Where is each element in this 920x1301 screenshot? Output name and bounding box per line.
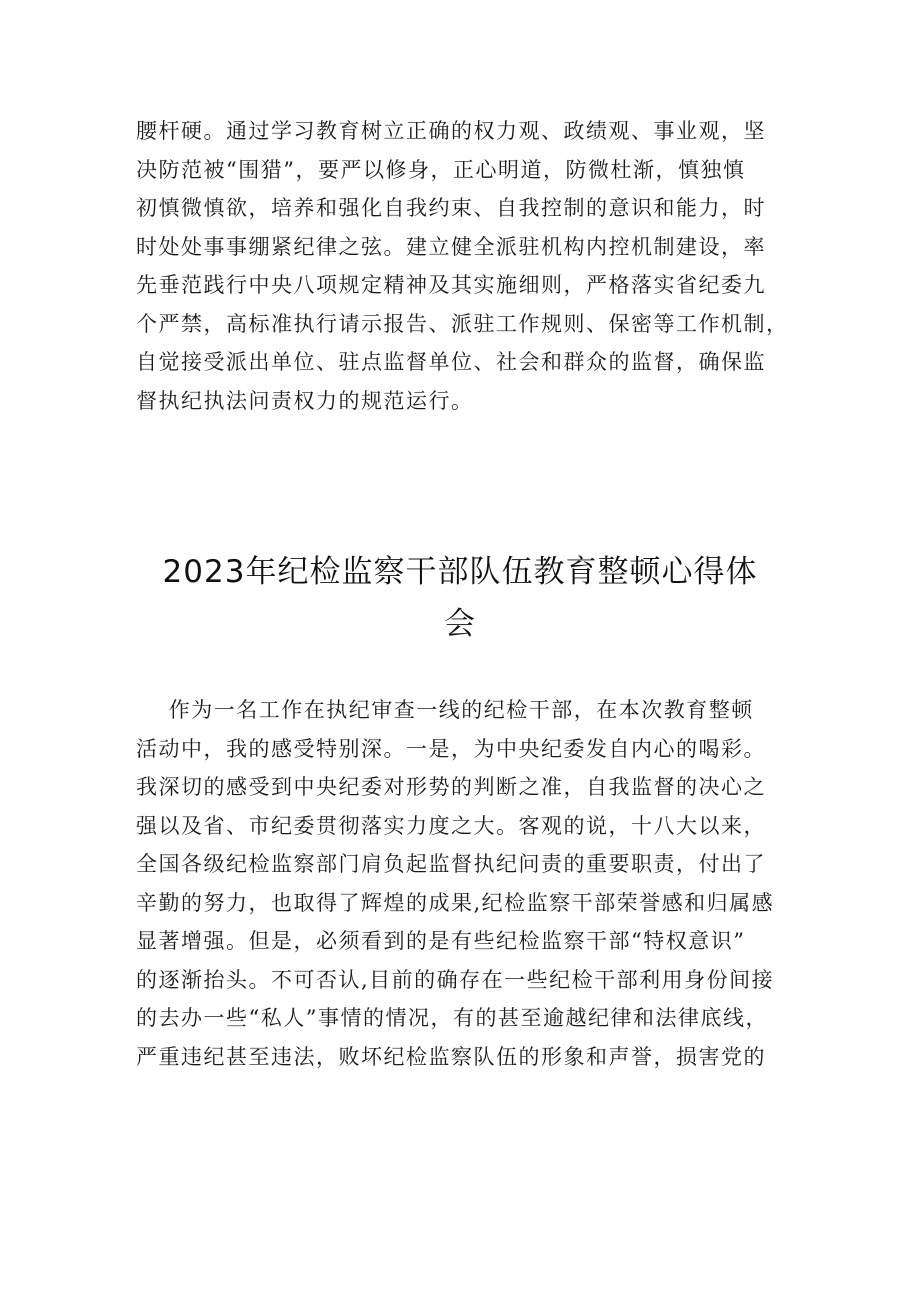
paragraph-line: 的逐渐抬头。不可否认,目前的确存在一些纪检干部利用身份间接 xyxy=(136,967,775,992)
heading-line: 会 xyxy=(444,606,476,642)
section-heading xyxy=(110,546,810,650)
paragraph-line: 强以及省、市纪委贯彻落实力度之大。客观的说，十八大以来， xyxy=(136,813,766,838)
paragraph-continued xyxy=(136,112,806,420)
paragraph-line: 显著增强。但是，必须看到的是有些纪检监察干部“特权意识” xyxy=(136,929,746,953)
paragraph-line: 我深切的感受到中央纪委对形势的判断之准，自我监督的决心之 xyxy=(136,775,766,799)
paragraph-line: 辛勤的努力，也取得了辉煌的成果,纪检监察干部荣誉感和归属感 xyxy=(136,890,775,915)
paragraph-line: 决防范被“围猎”，要严以修身，正心明道，防微杜渐，慎独慎 xyxy=(136,157,746,182)
paragraph-line: 个严禁，高标准执行请示报告、派驻工作规则、保密等工作机制， xyxy=(136,311,789,336)
paragraph-line: 先垂范践行中央八项规定精神及其实施细则，严格落实省纪委九 xyxy=(136,273,766,297)
paragraph-line: 活动中，我的感受特别深。一是，为中央纪委发自内心的喝彩。 xyxy=(136,736,766,761)
paragraph-body xyxy=(136,691,806,1076)
paragraph-line: 的去办一些“私人”事情的情况，有的甚至逾越纪律和法律底线， xyxy=(136,1006,768,1030)
paragraph-line: 时处处事事绷紧纪律之弦。建立健全派驻机构内控机制建设，率 xyxy=(136,234,766,259)
paragraph-line: 严重违纪甚至违法，败坏纪检监察队伍的形象和声誉，损害党的 xyxy=(136,1044,766,1069)
heading-line: 2023年纪检监察干部队伍教育整顿心得体 xyxy=(162,554,758,590)
paragraph-line: 督执纪执法问责权力的规范运行。 xyxy=(136,388,474,413)
paragraph-line: 全国各级纪检监察部门肩负起监督执纪问责的重要职责，付出了 xyxy=(136,852,766,876)
paragraph-line: 腰杆硬。通过学习教育树立正确的权力观、政绩观、事业观，坚 xyxy=(136,119,766,143)
paragraph-line: 作为一名工作在执纪审查一线的纪检干部，在本次教育整顿 xyxy=(136,698,754,722)
paragraph-line: 自觉接受派出单位、驻点监督单位、社会和群众的监督，确保监 xyxy=(136,350,766,374)
paragraph-line: 初慎微慎欲，培养和强化自我约束、自我控制的意识和能力，时 xyxy=(136,196,766,220)
